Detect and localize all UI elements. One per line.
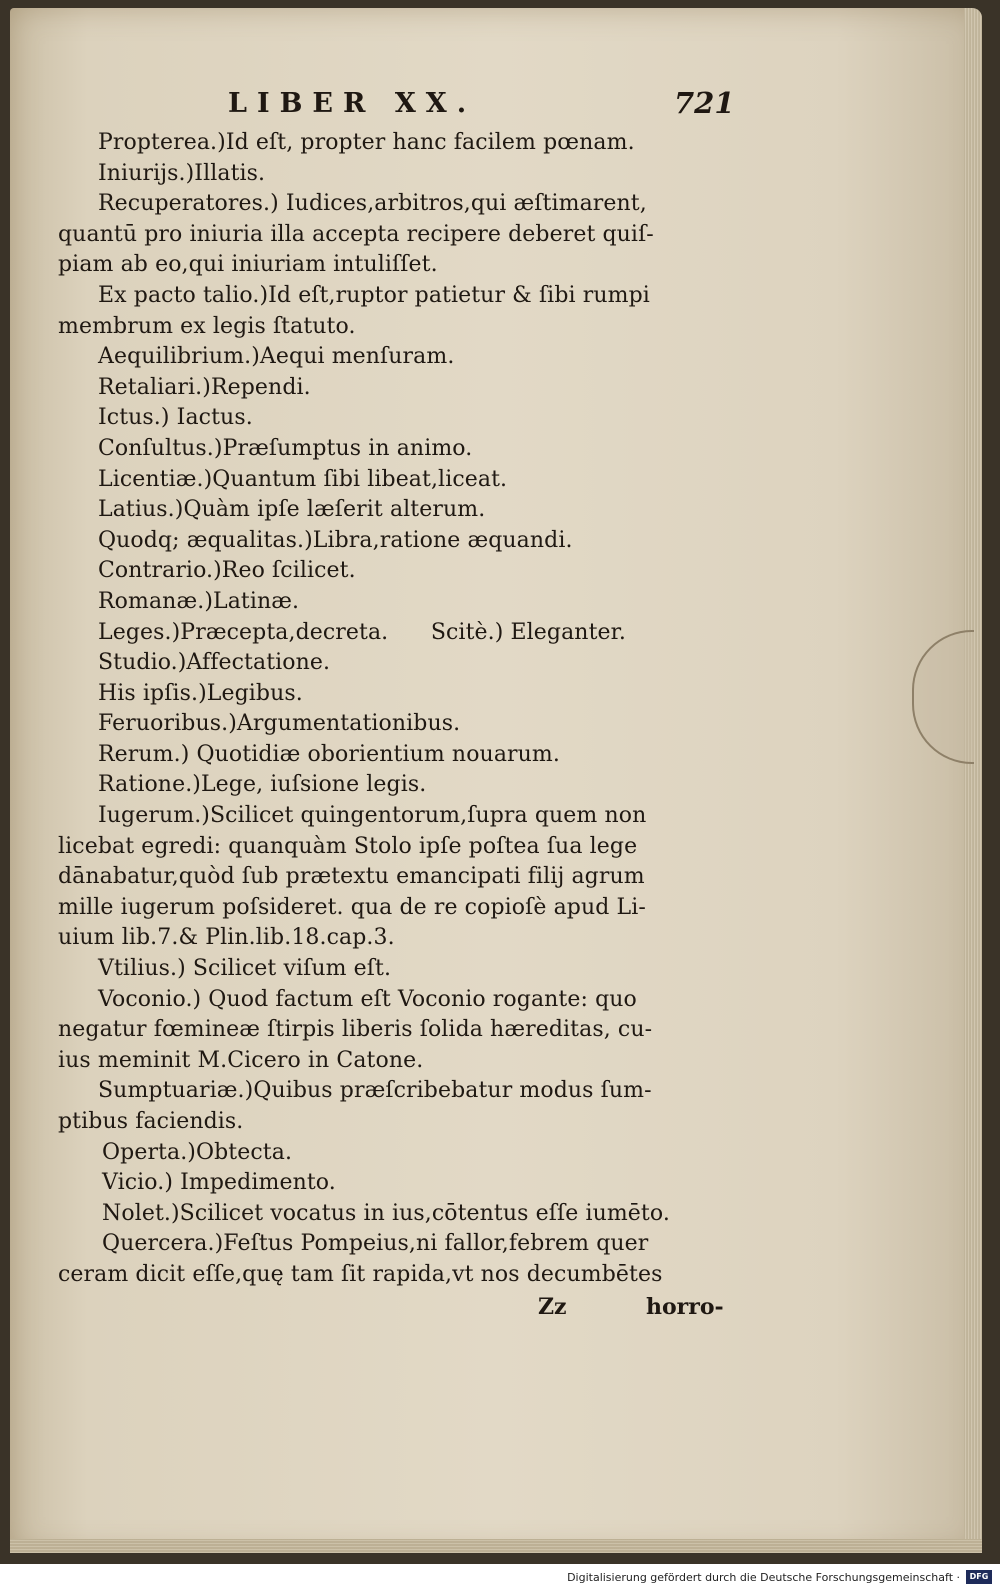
text-line: ceram dicit eſſe,quę tam ſit rapida,vt nos decumbētes <box>58 1261 663 1287</box>
text-line: Quercera.)Feſtus Pompeius,ni fallor,febrem quer <box>102 1231 649 1257</box>
dfg-logo: DFG <box>966 1570 992 1584</box>
text-line: Feruoribus.)Argumentationibus. <box>98 711 461 737</box>
text-line: Iniurijs.)Illatis. <box>98 160 266 186</box>
text-line: Quodq; æqualitas.)Libra,ratione æquandi. <box>98 527 573 553</box>
text-line: licebat egredi: quanquàm Stolo ipſe poſtea ſua lege <box>58 833 638 859</box>
digitization-footer <box>0 1564 1000 1592</box>
text-line: Conſultus.)Præſumptus in animo. <box>98 435 473 461</box>
text-line: His ipſis.)Legibus. <box>98 680 303 706</box>
text-line: Leges.)Præcepta,decreta. Scitè.) Eleganter. <box>98 619 626 645</box>
text-line: Operta.)Obtecta. <box>102 1139 293 1165</box>
text-line: Voconio.) Quod factum eſt Voconio rogante: quo <box>98 986 637 1012</box>
thumb-tab-cutout <box>912 630 974 764</box>
text-line: Sumptuariæ.)Quibus præſcribebatur modus ſum- <box>98 1078 652 1104</box>
text-line: piam ab eo,qui iniuriam intuliſſet. <box>58 252 438 278</box>
text-line: Contrario.)Reo ſcilicet. <box>98 558 356 584</box>
page-header <box>58 82 758 126</box>
text-line: uium lib.7.& Plin.lib.18.cap.3. <box>58 925 395 951</box>
catchline <box>58 1291 758 1323</box>
text-line: Romanæ.)Latinæ. <box>98 588 300 614</box>
text-line: ius meminit M.Cicero in Catone. <box>58 1047 424 1073</box>
page-bottom-edge <box>10 1539 982 1553</box>
text-line: Propterea.)Id eſt, propter hanc facilem pœnam. <box>98 130 635 155</box>
text-line: Rerum.) Quotidiæ oborientium nouarum. <box>98 741 560 767</box>
text-line: Studio.)Affectatione. <box>98 650 331 676</box>
text-line: mille iugerum poſsideret. qua de re copioſè apud Li- <box>58 894 646 920</box>
running-head: LIBER XX. <box>228 88 477 119</box>
text-line: ptibus faciendis. <box>58 1109 244 1134</box>
text-line: quantū pro iniuria illa accepta recipere deberet quiſ- <box>58 221 654 247</box>
text-block <box>58 82 758 1323</box>
text-line: Ex pacto talio.)Id eſt,ruptor patietur & ſibi rumpi <box>98 282 650 308</box>
signature-mark: Zz <box>538 1293 567 1320</box>
text-line: Vtilius.) Scilicet viſum eſt. <box>98 956 392 982</box>
page-number: 721 <box>674 86 735 120</box>
page-fore-edge <box>964 8 982 1553</box>
text-line: negatur fœmineæ ſtirpis liberis ſolida hæreditas, cu- <box>58 1017 653 1043</box>
catchword: horro- <box>646 1293 724 1320</box>
text-line: Nolet.)Scilicet vocatus in ius,cōtentus eſſe iumēto. <box>102 1200 670 1226</box>
text-line: membrum ex legis ſtatuto. <box>58 313 356 339</box>
text-line: Retaliari.)Rependi. <box>98 374 311 400</box>
text-line: dānabatur,quòd ſub prætextu emancipati filij agrum <box>58 864 645 890</box>
text-line: Iugerum.)Scilicet quingentorum,ſupra quem non <box>98 803 647 829</box>
text-line: Latius.)Quàm ipſe læſerit alterum. <box>98 497 486 523</box>
text-line: Recuperatores.) Iudices,arbitros,qui æſtimarent, <box>98 191 647 217</box>
text-line: Licentiæ.)Quantum ſibi libeat,liceat. <box>98 466 508 492</box>
text-line: Vicio.) Impedimento. <box>102 1170 336 1196</box>
text-line: Ratione.)Lege, iuſsione legis. <box>98 772 427 798</box>
text-line: Aequilibrium.)Aequi menſuram. <box>98 344 455 370</box>
text-line: Ictus.) Iactus. <box>98 405 253 431</box>
funding-credit: Digitalisierung gefördert durch die Deutsche Forschungsgemeinschaft · <box>567 1571 960 1584</box>
